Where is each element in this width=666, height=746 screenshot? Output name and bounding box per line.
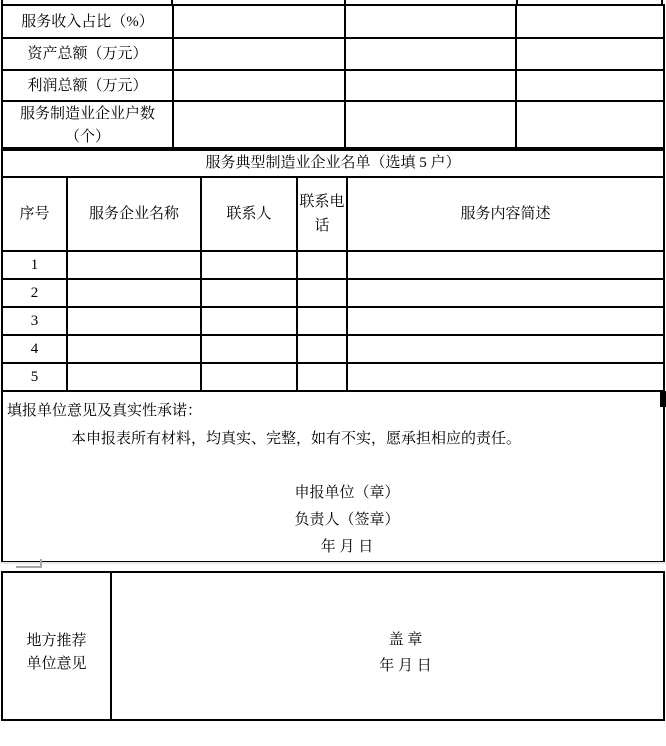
table-row (2, 279, 664, 307)
local-opinion-content-cell[interactable] (111, 572, 664, 720)
table-row (2, 38, 664, 70)
serial-no-cell: 3 (2, 307, 67, 335)
serial-no-cell: 2 (2, 279, 67, 307)
serial-no-cell: 5 (2, 363, 67, 391)
service-brief-cell[interactable] (347, 363, 664, 391)
local-opinion-seal-block (130, 627, 664, 679)
financial-table (1, 4, 665, 151)
table-row (2, 177, 664, 251)
contact-person-cell[interactable] (201, 307, 297, 335)
table-row (2, 335, 664, 363)
table-row (2, 70, 664, 101)
table-row (2, 307, 664, 335)
serial-no-cell: 1 (2, 251, 67, 279)
contact-phone-cell[interactable] (297, 279, 347, 307)
declaration-cell[interactable] (2, 391, 664, 562)
financial-value-cell[interactable] (516, 101, 664, 150)
row-label-total-assets: 资产总额（万元） (2, 38, 173, 70)
row-label-service-revenue-ratio: 服务收入占比（%） (2, 5, 173, 38)
enterprise-list-table (1, 147, 665, 563)
contact-phone-cell[interactable] (297, 363, 347, 391)
enterprise-name-cell[interactable] (67, 363, 201, 391)
service-brief-cell[interactable] (347, 335, 664, 363)
date-line: 年 月 日 (379, 658, 432, 674)
gridline-artifact (16, 566, 42, 568)
contact-person-cell[interactable] (201, 251, 297, 279)
seal-line: 盖 章 (388, 632, 423, 648)
financial-value-cell[interactable] (516, 70, 664, 101)
financial-value-cell[interactable] (516, 5, 664, 38)
financial-value-cell[interactable] (516, 38, 664, 70)
service-brief-cell[interactable] (347, 279, 664, 307)
table-handle-artifact (660, 391, 666, 407)
list-section-title: 服务典型制造业企业名单（选填 5 户） (2, 148, 664, 177)
column-header-enterprise-name: 服务企业名称 (67, 177, 201, 251)
row-label-total-profit: 利润总额（万元） (2, 70, 173, 101)
financial-value-cell[interactable] (345, 101, 516, 150)
table-row (2, 101, 664, 150)
declaration-statement: 本申报表所有材料，均真实、完整，如有不实，愿承担相应的责任。 (71, 431, 522, 447)
table-row (2, 148, 664, 177)
financial-value-cell[interactable] (173, 38, 345, 70)
declaration-date-line: 年 月 日 (320, 539, 374, 555)
table-row (2, 5, 664, 38)
column-header-service-brief: 服务内容简述 (347, 177, 664, 251)
financial-value-cell[interactable] (173, 70, 345, 101)
service-brief-cell[interactable] (347, 307, 664, 335)
row-label-served-enterprise-count: 服务制造业企业户数（个） (2, 101, 173, 150)
declaration-person-sign-line: 负责人（签章） (294, 512, 400, 528)
financial-value-cell[interactable] (173, 101, 345, 150)
column-header-serial-no: 序号 (2, 177, 67, 251)
serial-no-cell: 4 (2, 335, 67, 363)
enterprise-name-cell[interactable] (67, 307, 201, 335)
local-opinion-label-cell (2, 572, 111, 720)
column-header-contact-person: 联系人 (201, 177, 297, 251)
declaration-heading: 填报单位意见及真实性承诺： (7, 403, 203, 419)
financial-value-cell[interactable] (345, 38, 516, 70)
financial-value-cell[interactable] (173, 5, 345, 38)
local-opinion-label (3, 630, 110, 676)
page-break-line-artifact (0, 562, 666, 564)
table-row (2, 572, 664, 720)
enterprise-name-cell[interactable] (67, 279, 201, 307)
financial-value-cell[interactable] (345, 5, 516, 38)
contact-person-cell[interactable] (201, 363, 297, 391)
financial-value-cell[interactable] (345, 70, 516, 101)
enterprise-name-cell[interactable] (67, 335, 201, 363)
column-header-contact-phone: 联系电话 (297, 177, 347, 251)
table-row (2, 391, 664, 562)
declaration-sign-block (17, 480, 664, 561)
contact-person-cell[interactable] (201, 335, 297, 363)
declaration-unit-seal-line: 申报单位（章） (294, 485, 400, 501)
table-row (2, 363, 664, 391)
contact-phone-cell[interactable] (297, 335, 347, 363)
local-opinion-label-line1: 地方推荐 (26, 633, 87, 649)
local-opinion-table (1, 571, 665, 721)
local-opinion-label-line2: 单位意见 (26, 656, 87, 672)
contact-phone-cell[interactable] (297, 251, 347, 279)
table-row (2, 251, 664, 279)
contact-phone-cell[interactable] (297, 307, 347, 335)
service-brief-cell[interactable] (347, 251, 664, 279)
enterprise-name-cell[interactable] (67, 251, 201, 279)
contact-person-cell[interactable] (201, 279, 297, 307)
